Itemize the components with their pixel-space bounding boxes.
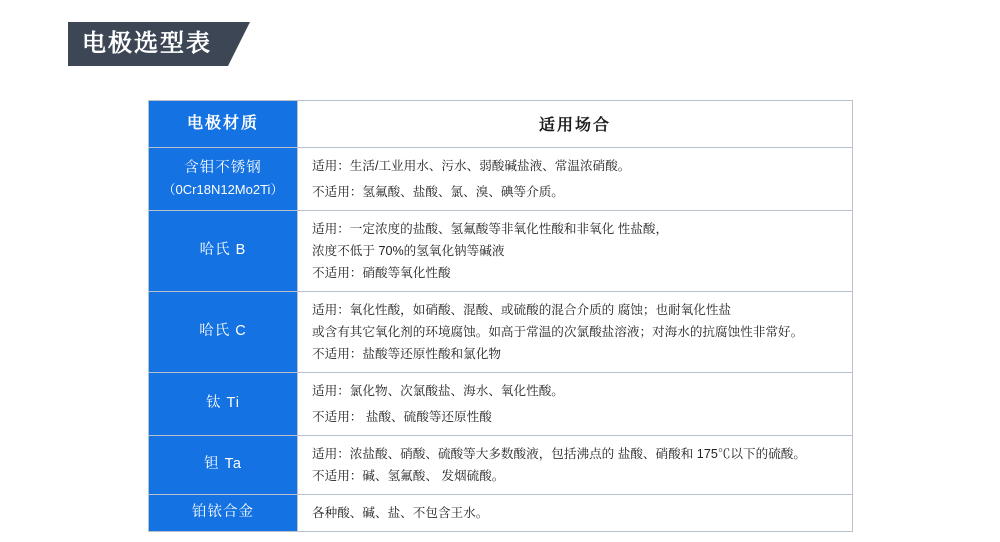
title-banner-tail: [228, 22, 250, 66]
title-banner: [68, 22, 250, 66]
usage-line: 适用：浓盐酸、硝酸、硫酸等大多数酸液，包括沸点的 盐酸、硝酸和 175℃以下的硫酸。: [312, 446, 806, 461]
table-header-row: [149, 101, 853, 148]
title-box: [68, 22, 228, 66]
table-row: [149, 291, 853, 372]
table-row: [149, 147, 853, 210]
cell-usage: [298, 210, 853, 291]
cell-material: [149, 435, 298, 494]
table-row: [149, 210, 853, 291]
cell-material: [149, 494, 298, 531]
usage-line: 不适用：盐酸等还原性酸和氯化物: [312, 346, 501, 361]
electrode-selection-table-wrap: [148, 100, 853, 532]
material-name: 钽 Ta: [204, 456, 242, 473]
cell-usage: [298, 291, 853, 372]
cell-material: [149, 147, 298, 210]
usage-line: 适用：一定浓度的盐酸、氢氟酸等非氧化性酸和非氧化 性盐酸，: [312, 221, 669, 236]
table-row: [149, 494, 853, 531]
material-name: 钛 Ti: [205, 395, 241, 412]
usage-line: 不适用： 盐酸、硫酸等还原性酸: [312, 409, 492, 424]
material-name: 含钼不锈钢: [184, 159, 262, 176]
usage-line: 各种酸、碱、盐、不包含王水。: [312, 505, 489, 520]
material-name: 哈氏 B: [199, 242, 247, 259]
usage-line: 适用：生活/工业用水、污水、弱酸碱盐液、常温浓硝酸。: [312, 158, 631, 173]
usage-line: 浓度不低于 70%的氢氧化钠等碱液: [312, 243, 505, 258]
page-title: 电极选型表: [82, 30, 212, 57]
usage-line: 不适用：碱、氢氟酸、 发烟硫酸。: [312, 468, 505, 483]
usage-line: 适用：氯化物、次氯酸盐、海水、氧化性酸。: [312, 383, 564, 398]
cell-material: [149, 210, 298, 291]
cell-usage: [298, 147, 853, 210]
usage-line: 适用：氧化性酸，如硝酸、混酸、或硫酸的混合介质的 腐蚀；也耐氧化性盐: [312, 302, 732, 317]
cell-material: [149, 372, 298, 435]
material-name: 铂铱合金: [192, 504, 254, 521]
table-row: [149, 372, 853, 435]
usage-line: 不适用：硝酸等氧化性酸: [312, 265, 451, 280]
material-code: （0Cr18N12Mo2Ti）: [162, 181, 284, 197]
material-name: 哈氏 C: [199, 323, 247, 340]
table-row: [149, 435, 853, 494]
cell-usage: [298, 372, 853, 435]
header-usage: 适用场合: [298, 101, 853, 148]
cell-material: [149, 291, 298, 372]
cell-usage: [298, 435, 853, 494]
usage-line: 或含有其它氧化剂的环境腐蚀。如高于常温的次氯酸盐溶液；对海水的抗腐蚀性非常好。: [312, 324, 804, 339]
electrode-selection-table: [148, 100, 853, 532]
header-material: 电极材质: [149, 101, 298, 148]
cell-usage: [298, 494, 853, 531]
usage-line: 不适用：氢氟酸、盐酸、氯、溴、碘等介质。: [312, 184, 564, 199]
